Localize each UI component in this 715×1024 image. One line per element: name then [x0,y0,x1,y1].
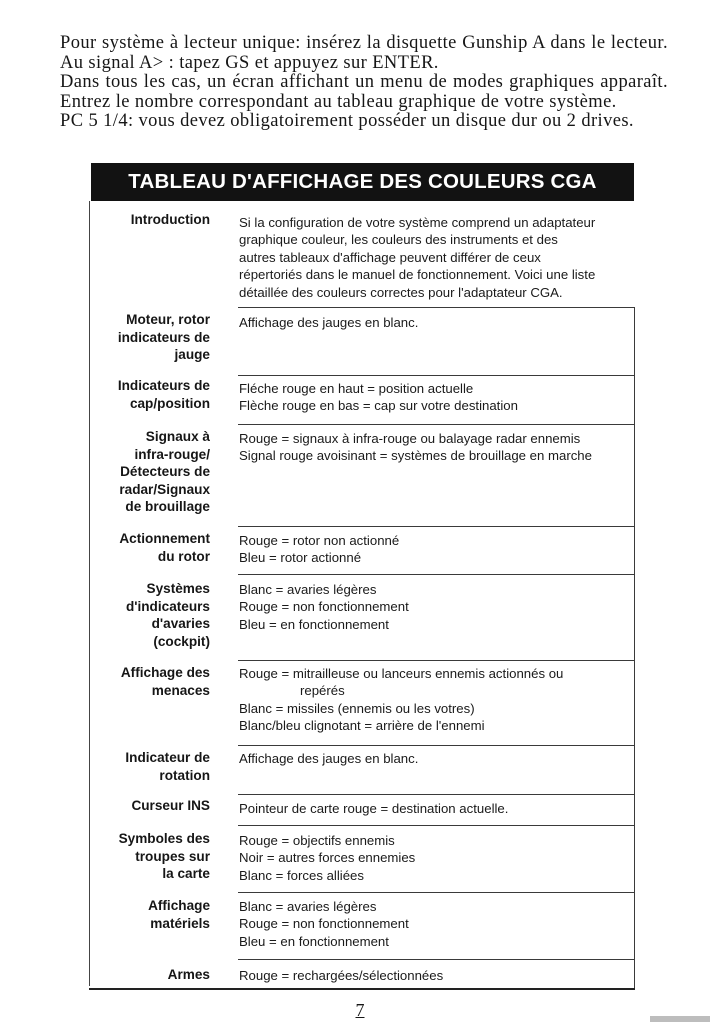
row-label: Moteur, rotor indicateurs de jauge [117,312,210,363]
table-right-border [634,375,635,424]
description-line: Rouge = rotor non actionné [239,533,400,548]
row-description [239,581,629,633]
description-line: Rouge = objectifs ennemis [239,833,395,848]
description-line: repérés [300,683,345,699]
row-label: Systèmes d'indicateurs d'avaries (cockpit) [125,581,210,649]
description-line: autres tableaux d'affichage peuvent différer de ceux [239,249,541,265]
row-label: Indicateur de rotation [125,750,210,783]
page-number: 7 [355,1000,365,1020]
description-line: Si la configuration de votre système comprend un adaptateur [239,215,596,230]
description-line: Rouge = mitrailleuse ou lanceurs ennemis actionnés ou [239,666,564,681]
row-separator [238,825,635,826]
row-label: Signaux à infra-rouge/ Détecteurs de radar/Signaux de brouillage [119,429,210,515]
row-label: Actionnement du rotor [119,531,210,564]
description-line: Bleu = en fonctionnement [239,933,389,949]
description-line: Affichage des jauges en blanc. [239,315,419,330]
row-description [239,967,629,984]
row-description [239,314,629,331]
intro-paragraph: Dans tous les cas, un écran affichant un menu de modes graphiques apparaît. Entrez le nombre correspondant au tableau graphique de votre système. [60,72,668,112]
row-description [239,800,629,817]
table-right-border [634,307,635,375]
description-line: Rouge = non fonctionnement [239,916,409,932]
row-description [239,532,629,567]
row-separator [238,307,635,308]
table-right-border [634,892,635,959]
row-separator [238,959,635,960]
row-label: Introduction [130,212,210,227]
description-line: Signal rouge avoisinant = systèmes de brouillage en marche [239,448,592,464]
table-left-border [89,201,90,986]
row-description [239,898,629,950]
row-label: Symboles des troupes sur la carte [118,831,210,882]
description-line: Blanc/bleu clignotant = arrière de l'ennemi [239,718,485,734]
cga-color-table [89,163,635,991]
table-right-border [634,424,635,526]
table-right-border [634,745,635,794]
table-right-border [634,825,635,892]
description-line: graphique couleur, les couleurs des instruments et des [239,232,558,248]
row-label: Affichage matériels [148,898,210,931]
row-separator [238,660,635,661]
intro-text [60,34,668,132]
description-line: répertoriés dans le manuel de fonctionnement. Voici une liste [239,267,596,283]
description-line: Affichage des jauges en blanc. [239,751,419,766]
row-description [239,832,629,884]
description-line: Blanc = avaries légères [239,899,377,914]
table-title: TABLEAU D'AFFICHAGE DES COULEURS CGA [91,163,634,201]
row-separator [238,424,635,425]
row-description [239,214,629,301]
row-separator [238,794,635,795]
description-line: Blanc = forces alliées [239,867,364,883]
table-right-border [634,660,635,745]
scan-artifact [650,1016,710,1022]
row-separator [238,892,635,893]
description-line: détaillée des couleurs correctes pour l'adaptateur CGA. [239,284,563,300]
row-separator [238,745,635,746]
row-description [239,750,629,767]
description-line: Bleu = rotor actionné [239,550,362,566]
description-line: Blanc = avaries légères [239,582,377,597]
description-line: Fléche rouge en haut = position actuelle [239,381,474,396]
row-separator [238,526,635,527]
intro-paragraph: Pour système à lecteur unique: insérez la disquette Gunship A dans le lecteur. Au signal A> : tapez GS et appuyez sur ENTER. [60,33,668,73]
description-line: Bleu = en fonctionnement [239,616,389,632]
description-line: Pointeur de carte rouge = destination actuelle. [239,801,509,816]
row-label: Affichage des menaces [120,665,210,698]
description-line: Rouge = rechargées/sélectionnées [239,968,444,983]
row-label: Armes [167,967,210,982]
row-label: Curseur INS [131,798,210,813]
row-separator [238,574,635,575]
table-right-border [634,794,635,825]
row-label: Indicateurs de cap/position [117,378,210,411]
description-line: Noir = autres forces ennemies [239,850,416,866]
description-line: Rouge = non fonctionnement [239,599,409,615]
row-description [239,380,629,415]
table-right-border [634,959,635,989]
row-description [239,665,629,735]
table-right-border [634,526,635,574]
description-line: Flèche rouge en bas = cap sur votre destination [239,398,518,414]
row-description [239,430,629,465]
intro-paragraph: PC 5 1/4: vous devez obligatoirement posséder un disque dur ou 2 drives. [60,111,634,132]
row-separator [238,375,635,376]
description-line: Blanc = missiles (ennemis ou les votres) [239,700,475,716]
table-right-border [634,574,635,660]
description-line: Rouge = signaux à infra-rouge ou balayage radar ennemis [239,431,581,446]
table-bottom-border [89,988,635,990]
